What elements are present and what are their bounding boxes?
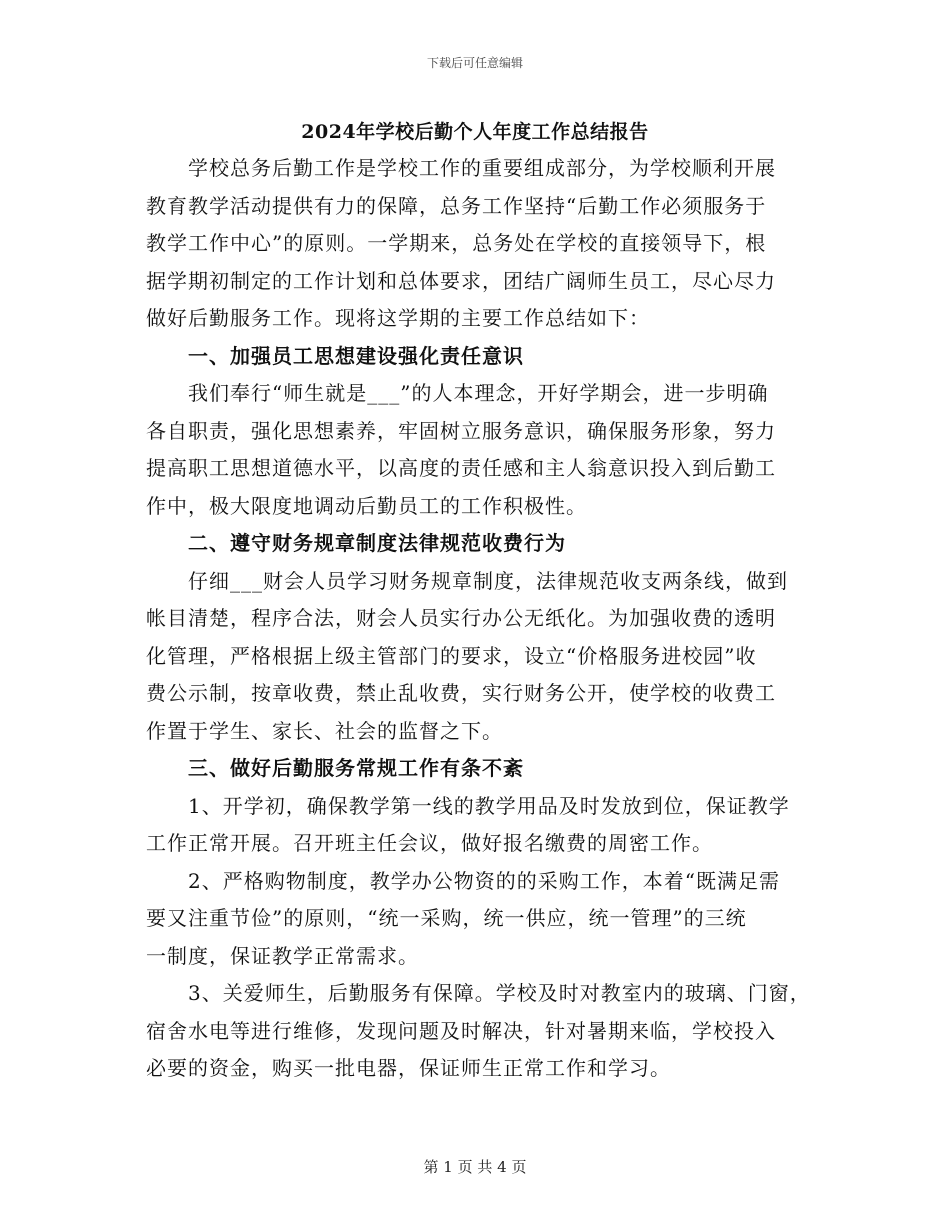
paragraph-line: 仔细___财会人员学习财务规章制度，法律规范收支两条线，做到 xyxy=(188,568,788,593)
paragraph-line: 做好后勤服务工作。现将这学期的主要工作总结如下： xyxy=(146,306,650,330)
paragraph-line: 1、开学初，确保教学第一线的教学用品及时发放到位，保证教学 xyxy=(188,793,790,818)
paragraph-line: 各自职责，强化思想素养，牢固树立服务意识，确保服务形象，努力 xyxy=(146,418,776,443)
document-body xyxy=(146,150,816,1088)
section-heading: 二、遵守财务规章制度法律规范收费行为 xyxy=(188,531,566,555)
section-heading: 一、加强员工思想建设强化责任意识 xyxy=(188,343,524,368)
header-note: 下载后可任意编辑 xyxy=(426,56,523,70)
paragraph-line: 宿舍水电等进行维修，发现问题及时解决，针对暑期来临，学校投入 xyxy=(146,1018,776,1043)
paragraph-line: 3、关爱师生，后勤服务有保障。学校及时对教室内的玻璃、门窗， xyxy=(188,981,811,1005)
paragraph-line: 作置于学生、家长、社会的监督之下。 xyxy=(146,718,503,743)
page-footer: 第 1 页 共 4 页 xyxy=(423,1158,527,1176)
paragraph-line: 教学工作中心”的原则。一学期来，总务处在学校的直接领导下，根 xyxy=(146,231,767,255)
paragraph-line: 教育教学活动提供有力的保障，总务工作坚持“后勤工作必须服务于 xyxy=(146,193,767,218)
paragraph-line: 要又注重节俭”的原则，“统一采购，统一供应，统一管理”的三统 xyxy=(146,906,747,930)
paragraph-line: 费公示制，按章收费，禁止乱收费，实行财务公开，使学校的收费工 xyxy=(146,681,776,705)
paragraph-line: 据学期初制定的工作计划和总体要求，团结广阔师生员工，尽心尽力 xyxy=(146,268,776,293)
paragraph-line: 必要的资金，购买一批电器，保证师生正常工作和学习。 xyxy=(146,1056,671,1080)
paragraph-line: 提高职工思想道德水平，以高度的责任感和主人翁意识投入到后勤工 xyxy=(146,456,776,480)
paragraph-line: 作中，极大限度地调动后勤员工的工作积极性。 xyxy=(146,493,587,518)
section-heading: 三、做好后勤服务常规工作有条不紊 xyxy=(188,756,524,780)
paragraph-line: 我们奉行“师生就是___”的人本理念，开好学期会，进一步明确 xyxy=(188,381,769,405)
paragraph-line: 化管理，严格根据上级主管部门的要求，设立“价格服务进校园”收 xyxy=(146,643,757,668)
paragraph-line: 帐目清楚，程序合法，财会人员实行办公无纸化。为加强收费的透明 xyxy=(146,606,776,630)
paragraph-line: 一制度，保证教学正常需求。 xyxy=(146,943,419,968)
paragraph-line: 学校总务后勤工作是学校工作的重要组成部分，为学校顺利开展 xyxy=(188,156,776,180)
paragraph-line: 工作正常开展。召开班主任会议，做好报名缴费的周密工作。 xyxy=(146,831,713,855)
document-title: 2024年学校后勤个人年度工作总结报告 xyxy=(301,121,649,143)
paragraph-line: 2、严格购物制度，教学办公物资的的采购工作，本着“既满足需 xyxy=(188,868,780,893)
